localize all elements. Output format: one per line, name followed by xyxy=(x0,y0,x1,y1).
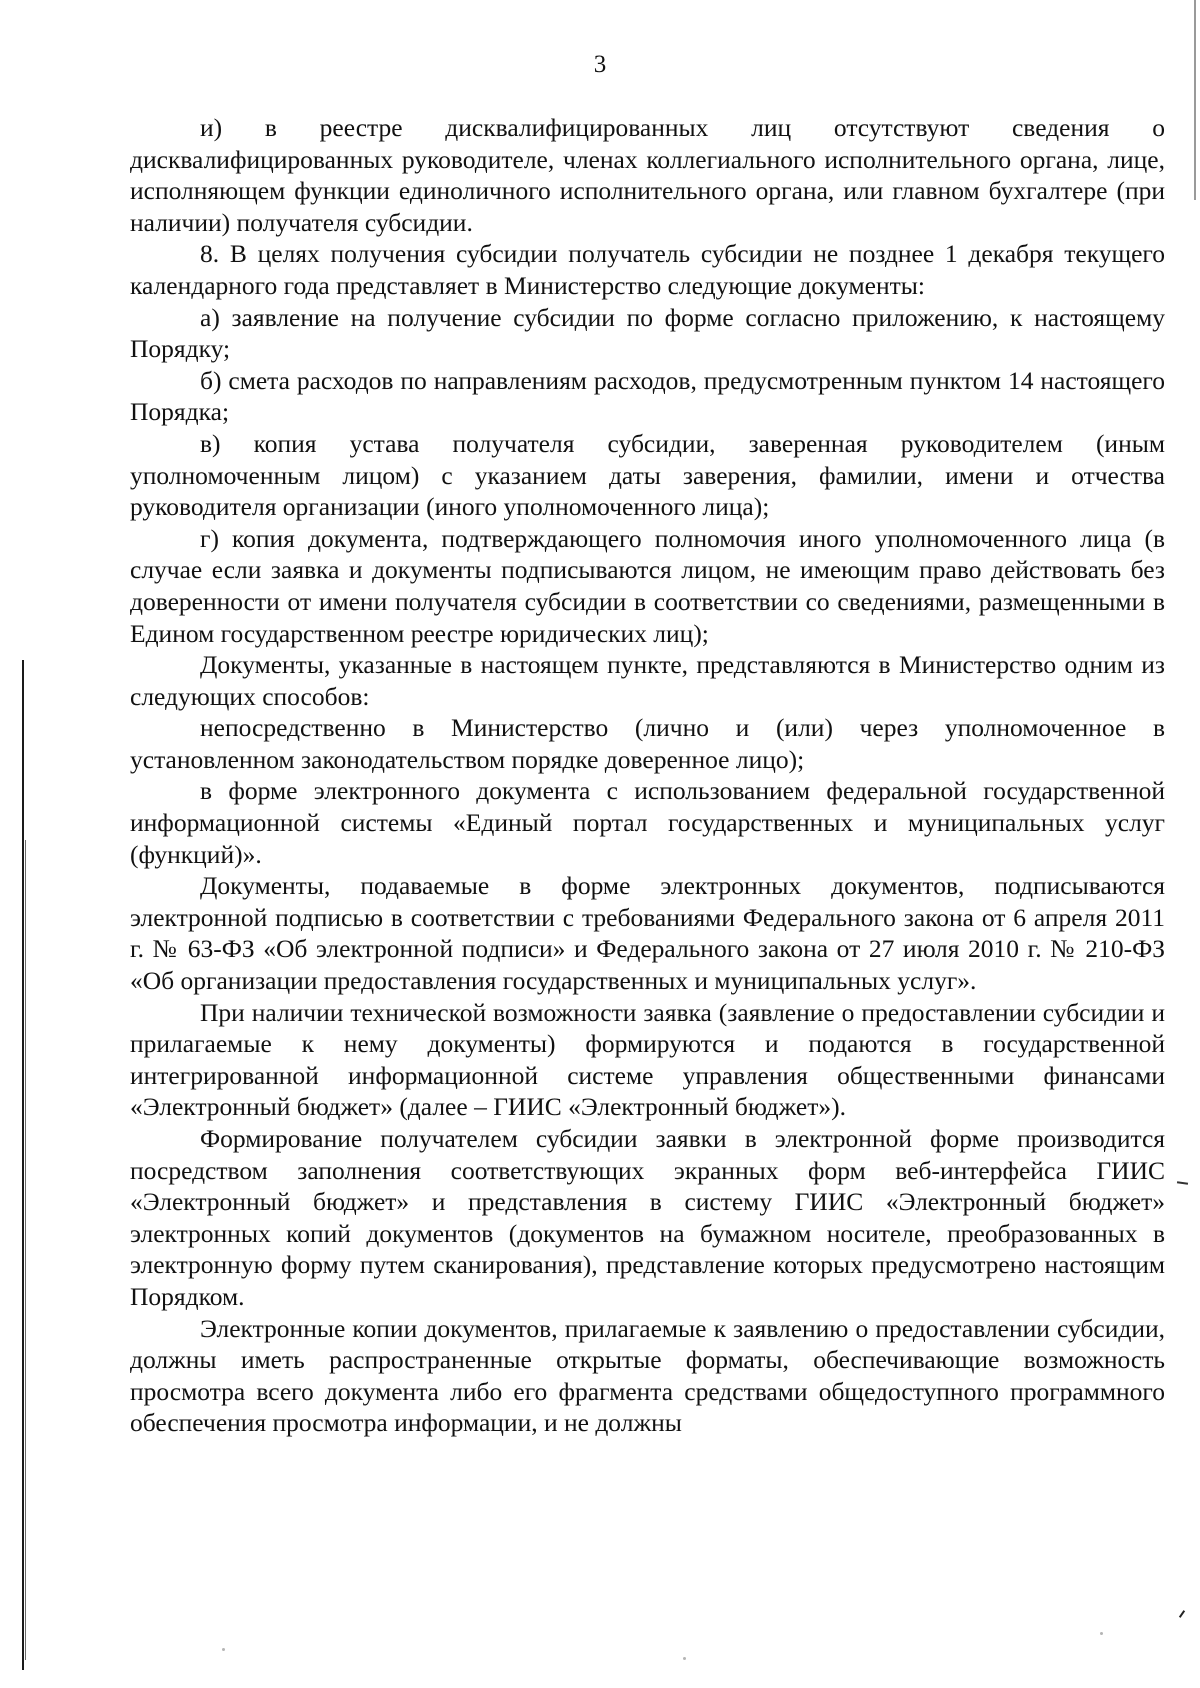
paragraph-item-v: в) копия устава получателя субсидии, заверенная руководителем (иным уполномоченным лицом) с указанием даты заверения, фамилии, имени и отчества руководителя организации (иного уполномоченного лица); xyxy=(130,428,1165,522)
scan-mark-dash xyxy=(1177,1181,1188,1185)
scan-edge-left xyxy=(22,660,24,1670)
paragraph-disqualified-persons: и) в реестре дисквалифицированных лиц отсутствуют сведения о дисквалифицированных руководителе, членах коллегиального исполнительного органа, лице, исполняющем функции единоличного исполнительного органа, или главном бухгалтере (при наличии) получателя субсидии. xyxy=(130,113,1165,237)
paragraph-electronic-form: Формирование получателем субсидии заявки в электронной форме производится посредством заполнения соответствующих экранных форм веб-интерфейса ГИИС «Электронный бюджет» и представления в систему ГИИС «Электронный бюджет» электронных копий документов (документов на бумажном носителе, преобразованных в электронную форму путем сканирования), представление которых предусмотрено настоящим Порядком. xyxy=(130,1124,1165,1311)
paragraph-technical-possibility: При наличии технической возможности заявка (заявление о предоставлении субсидии и прилагаемые к нему документы) формируются и подаются в государственной интегрированной информационной системе управления общественными финансами «Электронный бюджет» (далее – ГИИС «Электронный бюджет»). xyxy=(130,997,1165,1122)
paragraph-in-person: непосредственно в Министерство (лично и (или) через уполномоченное в установленном законодательством порядке доверенное лицо); xyxy=(130,713,1165,774)
paragraph-electronic-copies: Электронные копии документов, прилагаемые к заявлению о предоставлении субсидии, должны иметь распространенные открытые форматы, обеспечивающие возможность просмотра всего документа либо его фрагмента средствами общедоступного программного обеспечения просмотра информации, и не должны xyxy=(130,1313,1165,1438)
paragraph-electronic-portal: в форме электронного документа с использованием федеральной государственной информационной системы «Единый портал государственных и муниципальных услуг (функций)». xyxy=(130,776,1165,869)
paragraph-item-g: г) копия документа, подтверждающего полномочия иного уполномоченного лица (в случае если заявка и документы подписываются лицом, не имеющим право действовать без доверенности от имени получателя субсидии в соответствии со сведениями, размещенными в Едином государственном реестре юридических лиц); xyxy=(130,523,1165,648)
scan-dust-speck xyxy=(1100,1632,1103,1635)
scan-edge-right xyxy=(1194,0,1196,200)
scan-mark-tick xyxy=(1179,1610,1185,1618)
scan-dust-speck xyxy=(222,1648,225,1651)
paragraph-electronic-signature: Документы, подаваемые в форме электронных документов, подписываются электронной подписью в соответствии с требованиями Федерального закона от 6 апреля 2011 г. № 63-ФЗ «Об электронной подписи» и Федерального закона от 27 июля 2010 г. № 210-ФЗ «Об организации предоставления государственных и муниципальных услуг». xyxy=(130,871,1165,996)
scan-dust-speck xyxy=(683,1657,686,1660)
paragraph-item-a: а) заявление на получение субсидии по форме согласно приложению, к настоящему Порядку; xyxy=(130,302,1165,364)
scan-edge-left-faint xyxy=(25,840,26,1660)
page-number: 3 xyxy=(593,51,607,78)
paragraph-item-b: б) смета расходов по направлениям расходов, предусмотренным пунктом 14 настоящего Порядка; xyxy=(130,365,1165,427)
document-body xyxy=(130,112,1165,1439)
paragraph-item-8: 8. В целях получения субсидии получатель субсидии не позднее 1 декабря текущего календарного года представляет в Министерство следующие документы: xyxy=(130,239,1165,300)
paragraph-submission-methods: Документы, указанные в настоящем пункте, представляются в Министерство одним из следующих способов: xyxy=(130,650,1165,711)
